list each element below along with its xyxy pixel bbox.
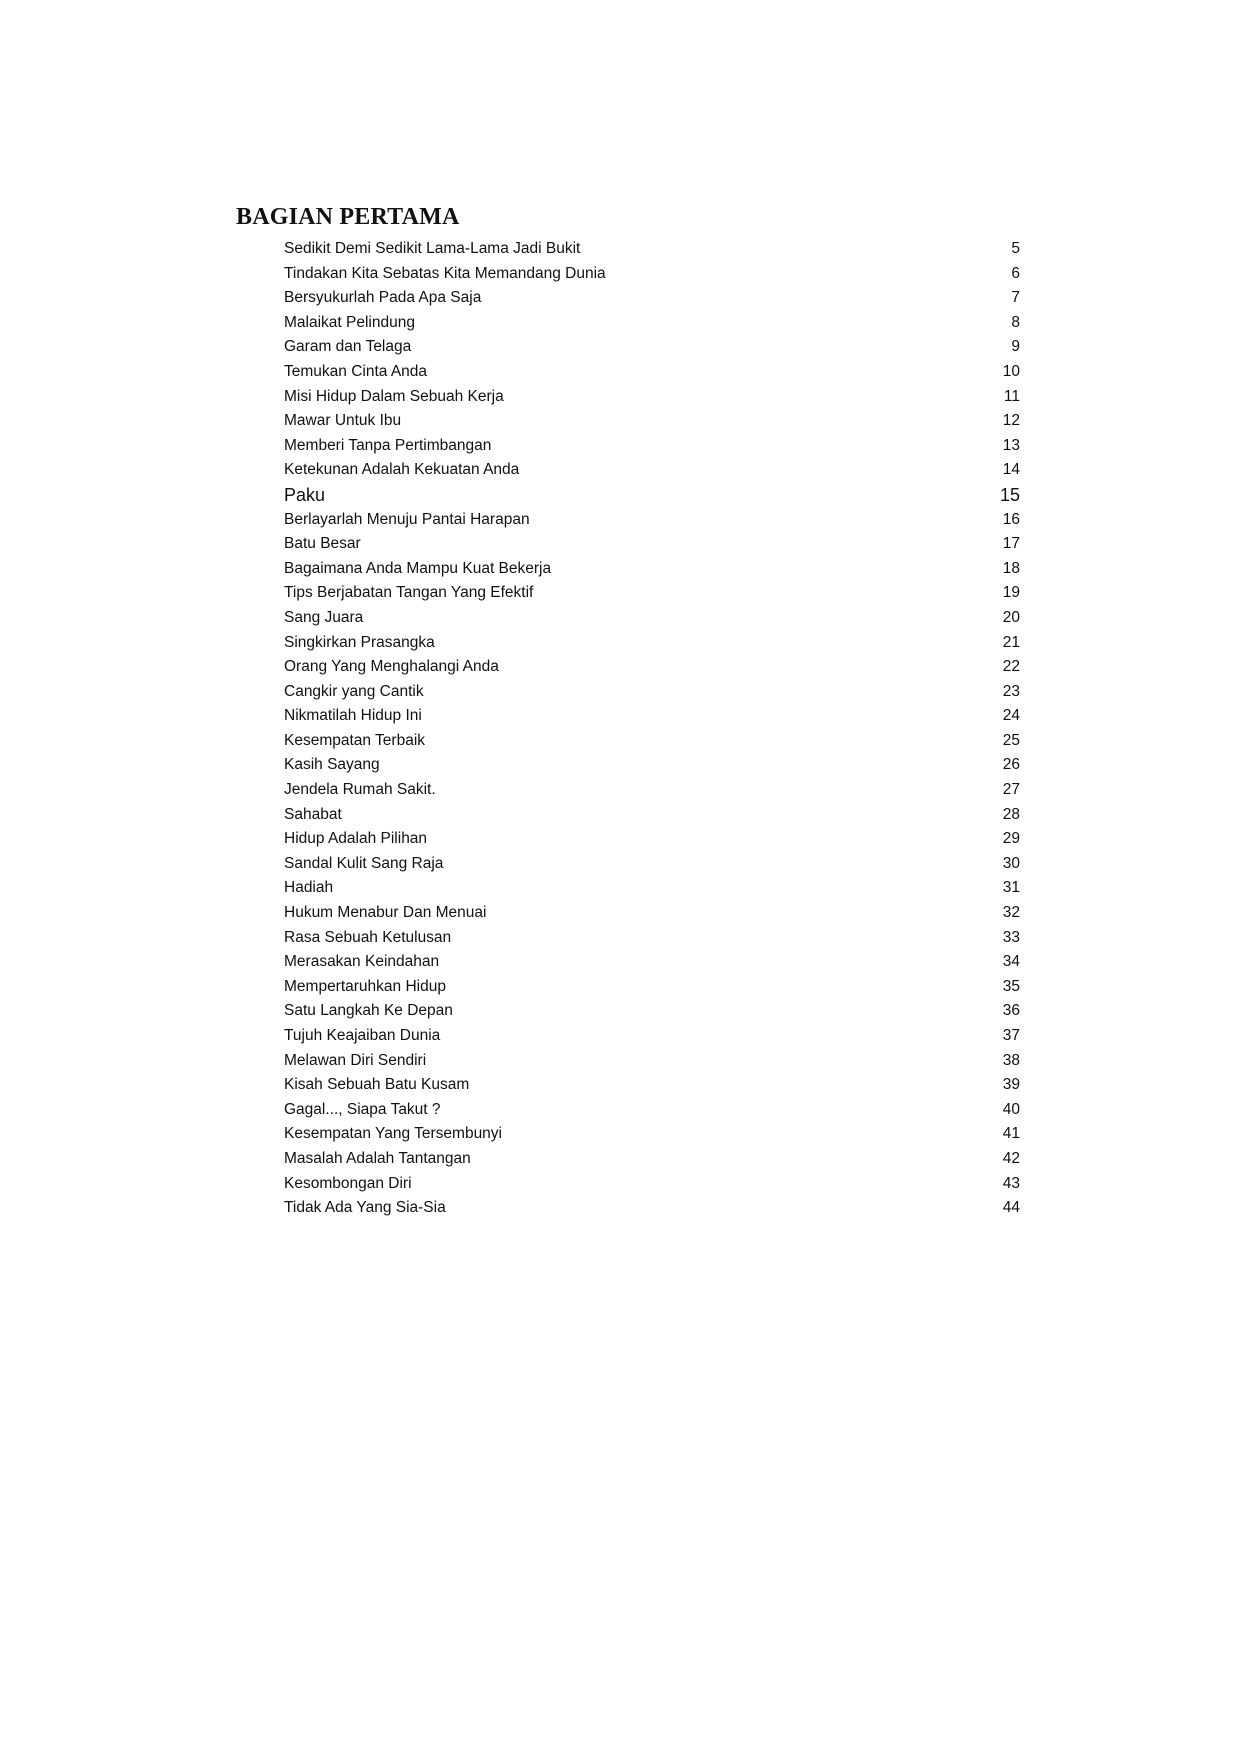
toc-entry-page: 37	[1002, 1027, 1020, 1044]
toc-entry-title: Memberi Tanpa Pertimbangan	[284, 436, 492, 454]
toc-entry-page: 31	[1002, 879, 1020, 897]
toc-entry-title: Jendela Rumah Sakit.	[284, 781, 436, 799]
toc-entry	[284, 1122, 1020, 1147]
toc-entry-page: 15	[999, 484, 1020, 505]
toc-entry	[284, 803, 1020, 828]
toc-entry	[284, 237, 1020, 262]
toc-entry-title: Kesombongan Diri	[284, 1174, 412, 1192]
toc-entry-page: 9	[1011, 338, 1020, 356]
toc-entry-page: 42	[1002, 1149, 1020, 1167]
section-title: BAGIAN PERTAMA	[236, 204, 460, 231]
toc-entry	[284, 999, 1020, 1024]
toc-entry-title: Temukan Cinta Anda	[284, 362, 428, 380]
toc-entry-title: Satu Langkah Ke Depan	[284, 1002, 453, 1020]
toc-entry	[284, 704, 1020, 729]
toc-entry	[284, 581, 1020, 606]
toc-entry-title: Kasih Sayang	[284, 756, 380, 774]
toc-entry-title: Kesempatan Yang Tersembunyi	[284, 1125, 502, 1143]
toc-entry	[284, 532, 1020, 557]
toc-entry	[284, 557, 1020, 582]
toc-entry-title: Masalah Adalah Tantangan	[284, 1149, 471, 1167]
toc-entry-page: 24	[1002, 707, 1020, 725]
toc-entry-page: 17	[1002, 535, 1020, 553]
toc-entry-title: Sang Juara	[284, 608, 364, 626]
toc-entry	[284, 606, 1020, 631]
toc-entry	[284, 360, 1020, 385]
toc-entry-title: Kisah Sebuah Batu Kusam	[284, 1076, 470, 1094]
toc-entry-title: Hadiah	[284, 879, 334, 897]
toc-entry-page: 44	[1002, 1199, 1020, 1217]
toc-entry-title: Tindakan Kita Sebatas Kita Memandang Dunia	[284, 264, 606, 282]
toc-entry-page: 39	[1002, 1076, 1020, 1094]
toc-entry-title: Nikmatilah Hidup Ini	[284, 707, 422, 725]
toc-entry-title: Orang Yang Menghalangi Anda	[284, 658, 499, 676]
toc-entry-title: Tidak Ada Yang Sia-Sia	[284, 1199, 446, 1217]
toc-entry-page: 27	[1002, 781, 1020, 799]
toc-entry-title: Cangkir yang Cantik	[284, 682, 424, 700]
toc-entry-page: 35	[1002, 977, 1020, 995]
toc-entry	[284, 901, 1020, 926]
toc-entry	[284, 631, 1020, 656]
toc-entry-title: Mempertaruhkan Hidup	[284, 977, 446, 995]
toc-entry	[284, 483, 1020, 508]
toc-entry-title: Paku	[284, 484, 326, 505]
toc-entry	[284, 655, 1020, 680]
toc-entry-page: 19	[1002, 584, 1020, 602]
toc-entry-page: 38	[1002, 1051, 1020, 1069]
toc-entry-title: Sandal Kulit Sang Raja	[284, 854, 444, 872]
toc-entry-title: Kesempatan Terbaik	[284, 731, 426, 749]
toc-entry	[284, 1172, 1020, 1197]
toc-entry-page: 13	[1002, 436, 1020, 454]
toc-entry-page: 23	[1002, 682, 1020, 700]
toc-entry	[284, 311, 1020, 336]
toc-entry-page: 21	[1002, 633, 1020, 651]
toc-entry-title: Melawan Diri Sendiri	[284, 1051, 427, 1069]
toc-entry-title: Rasa Sebuah Ketulusan	[284, 928, 452, 946]
toc-entry-title: Berlayarlah Menuju Pantai Harapan	[284, 510, 530, 528]
toc-entry	[284, 876, 1020, 901]
toc-entry-page: 22	[1002, 658, 1020, 676]
toc-entry	[284, 778, 1020, 803]
toc-entry-title: Gagal..., Siapa Takut ?	[284, 1100, 441, 1118]
toc-entry-page: 33	[1002, 928, 1020, 946]
toc-entry-title: Batu Besar	[284, 535, 361, 553]
toc-entry-page: 41	[1002, 1125, 1020, 1143]
toc-entry	[284, 385, 1020, 410]
table-of-contents	[284, 237, 1020, 1221]
toc-entry-title: Bersyukurlah Pada Apa Saja	[284, 289, 482, 307]
toc-entry-page: 40	[1002, 1100, 1020, 1118]
toc-entry	[284, 508, 1020, 533]
toc-entry-page: 7	[1011, 289, 1020, 307]
toc-entry-page: 12	[1002, 412, 1020, 430]
toc-entry-page: 34	[1002, 953, 1020, 971]
toc-entry	[284, 458, 1020, 483]
toc-entry-page: 6	[1011, 264, 1020, 282]
toc-entry-page: 30	[1002, 854, 1020, 872]
toc-entry	[284, 926, 1020, 951]
toc-entry-page: 26	[1002, 756, 1020, 774]
toc-entry-title: Bagaimana Anda Mampu Kuat Bekerja	[284, 559, 552, 577]
toc-entry-page: 16	[1002, 510, 1020, 528]
toc-entry	[284, 286, 1020, 311]
toc-entry-title: Mawar Untuk Ibu	[284, 412, 402, 430]
toc-entry-title: Tujuh Keajaiban Dunia	[284, 1027, 441, 1044]
toc-entry	[284, 335, 1020, 360]
toc-entry-page: 36	[1002, 1002, 1020, 1020]
toc-entry-title: Malaikat Pelindung	[284, 313, 415, 331]
toc-entry	[284, 409, 1020, 434]
toc-entry	[284, 262, 1020, 287]
toc-entry-page: 28	[1002, 805, 1020, 823]
toc-entry	[284, 827, 1020, 852]
toc-entry	[284, 1024, 1020, 1049]
toc-entry-page: 18	[1002, 559, 1020, 577]
toc-entry-title: Misi Hidup Dalam Sebuah Kerja	[284, 387, 504, 405]
toc-entry-page: 29	[1002, 830, 1020, 848]
toc-entry-page: 5	[1011, 240, 1020, 257]
toc-entry-title: Sedikit Demi Sedikit Lama-Lama Jadi Bukit	[284, 240, 581, 257]
toc-entry	[284, 1098, 1020, 1123]
toc-entry-page: 43	[1002, 1174, 1020, 1192]
toc-entry-title: Singkirkan Prasangka	[284, 633, 435, 651]
toc-entry-title: Ketekunan Adalah Kekuatan Anda	[284, 461, 520, 479]
toc-entry	[284, 975, 1020, 1000]
toc-entry	[284, 1147, 1020, 1172]
toc-entry-title: Sahabat	[284, 805, 342, 823]
toc-entry	[284, 434, 1020, 459]
toc-entry-page: 8	[1011, 313, 1020, 331]
toc-entry-title: Garam dan Telaga	[284, 338, 412, 356]
toc-entry	[284, 1073, 1020, 1098]
toc-entry	[284, 729, 1020, 754]
toc-entry-page: 25	[1002, 731, 1020, 749]
toc-entry-title: Hidup Adalah Pilihan	[284, 830, 428, 848]
toc-entry-title: Hukum Menabur Dan Menuai	[284, 904, 487, 922]
toc-entry	[284, 1196, 1020, 1221]
toc-entry	[284, 1049, 1020, 1074]
toc-entry-page: 11	[1003, 387, 1020, 405]
toc-entry-page: 10	[1002, 362, 1020, 380]
toc-entry	[284, 852, 1020, 877]
toc-entry	[284, 680, 1020, 705]
toc-entry-page: 20	[1002, 608, 1020, 626]
toc-entry	[284, 950, 1020, 975]
toc-entry	[284, 753, 1020, 778]
toc-entry-page: 32	[1002, 904, 1020, 922]
toc-entry-title: Merasakan Keindahan	[284, 953, 440, 971]
toc-entry-page: 14	[1002, 461, 1020, 479]
toc-entry-title: Tips Berjabatan Tangan Yang Efektif	[284, 584, 534, 602]
